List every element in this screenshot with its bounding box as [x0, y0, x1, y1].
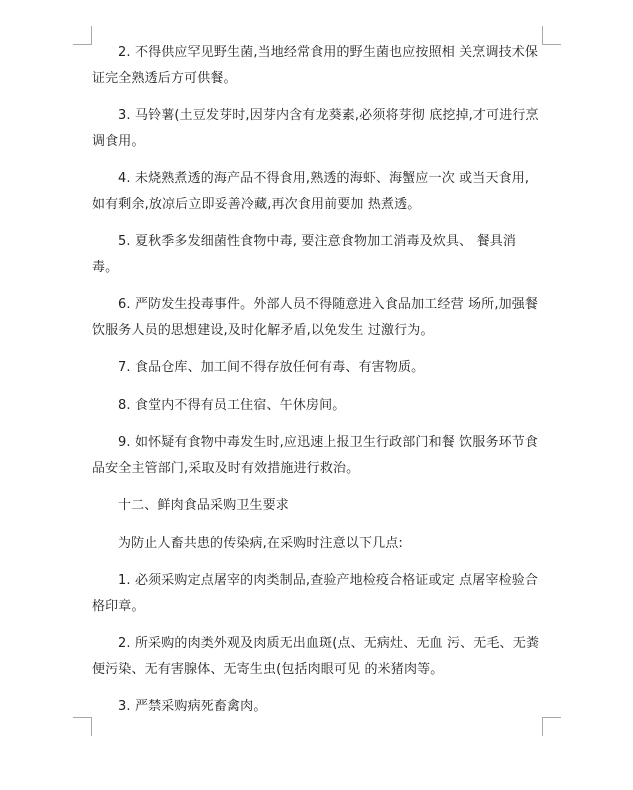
- document-body: [92, 40, 542, 732]
- section-heading-fresh-meat: 十二、鲜肉食品采购卫生要求: [118, 498, 289, 513]
- paragraph-item-4-seafood: 4. 未烧熟煮透的海产品不得食用,熟透的海虾、海蟹应一次 或当天食用,如有剩余,放凉后立即妥善冷藏,再次食用前要加 热煮透。: [92, 171, 530, 212]
- paragraph-item-3-potato-sprouts: 3. 马铃薯(土豆发芽时,因芽内含有龙葵素,必须将芽彻 底挖掉,才可进行烹调食用。: [92, 108, 539, 149]
- paragraph-intro-meat-purchase: 为防止人畜共患的传染病,在采购时注意以下几点:: [118, 535, 403, 551]
- crop-mark-top-left: [73, 26, 92, 45]
- paragraph-item-6-poisoning-prevention: 6. 严防发生投毒事件。外部人员不得随意进入食品加工经营 场所,加强餐饮服务人员的思想建设,及时化解矛盾,以免发生 过激行为。: [92, 297, 539, 338]
- paragraph-item-7-warehouse: 7. 食品仓库、加工间不得存放任何有毒、有害物质。: [118, 360, 425, 375]
- paragraph-item-2-wild-mushrooms: 2. 不得供应罕见野生菌,当地经常食用的野生菌也应按照相 关烹调技术保证完全熟透后方可供餐。: [92, 45, 539, 86]
- paragraph-meat-item-3: 3. 严禁采购病死畜禽肉。: [118, 699, 267, 714]
- crop-mark-bottom-left: [73, 717, 92, 736]
- paragraph-item-9-report-poisoning: 9. 如怀疑有食物中毒发生时,应迅速上报卫生行政部门和餐 饮服务环节食品安全主管部门,采取及时有效措施进行救治。: [92, 435, 539, 476]
- crop-mark-top-right: [542, 26, 561, 45]
- paragraph-item-8-canteen-lodging: 8. 食堂内不得有员工住宿、午休房间。: [118, 397, 346, 413]
- paragraph-meat-item-2: 2. 所采购的肉类外观及肉质无出血斑(点、无病灶、无血 污、无毛、无粪便污染、无有害腺体、无寄生虫(包括肉眼可见 的米猪肉等。: [92, 636, 539, 677]
- crop-mark-bottom-right: [542, 717, 561, 736]
- paragraph-meat-item-1: 1. 必须采购定点屠宰的肉类制品,查验产地检疫合格证或定 点屠宰检验合格印章。: [92, 573, 539, 614]
- paragraph-item-5-bacterial-poisoning: 5. 夏秋季多发细菌性食物中毒, 要注意食物加工消毒及炊具、 餐具消毒。: [92, 234, 517, 275]
